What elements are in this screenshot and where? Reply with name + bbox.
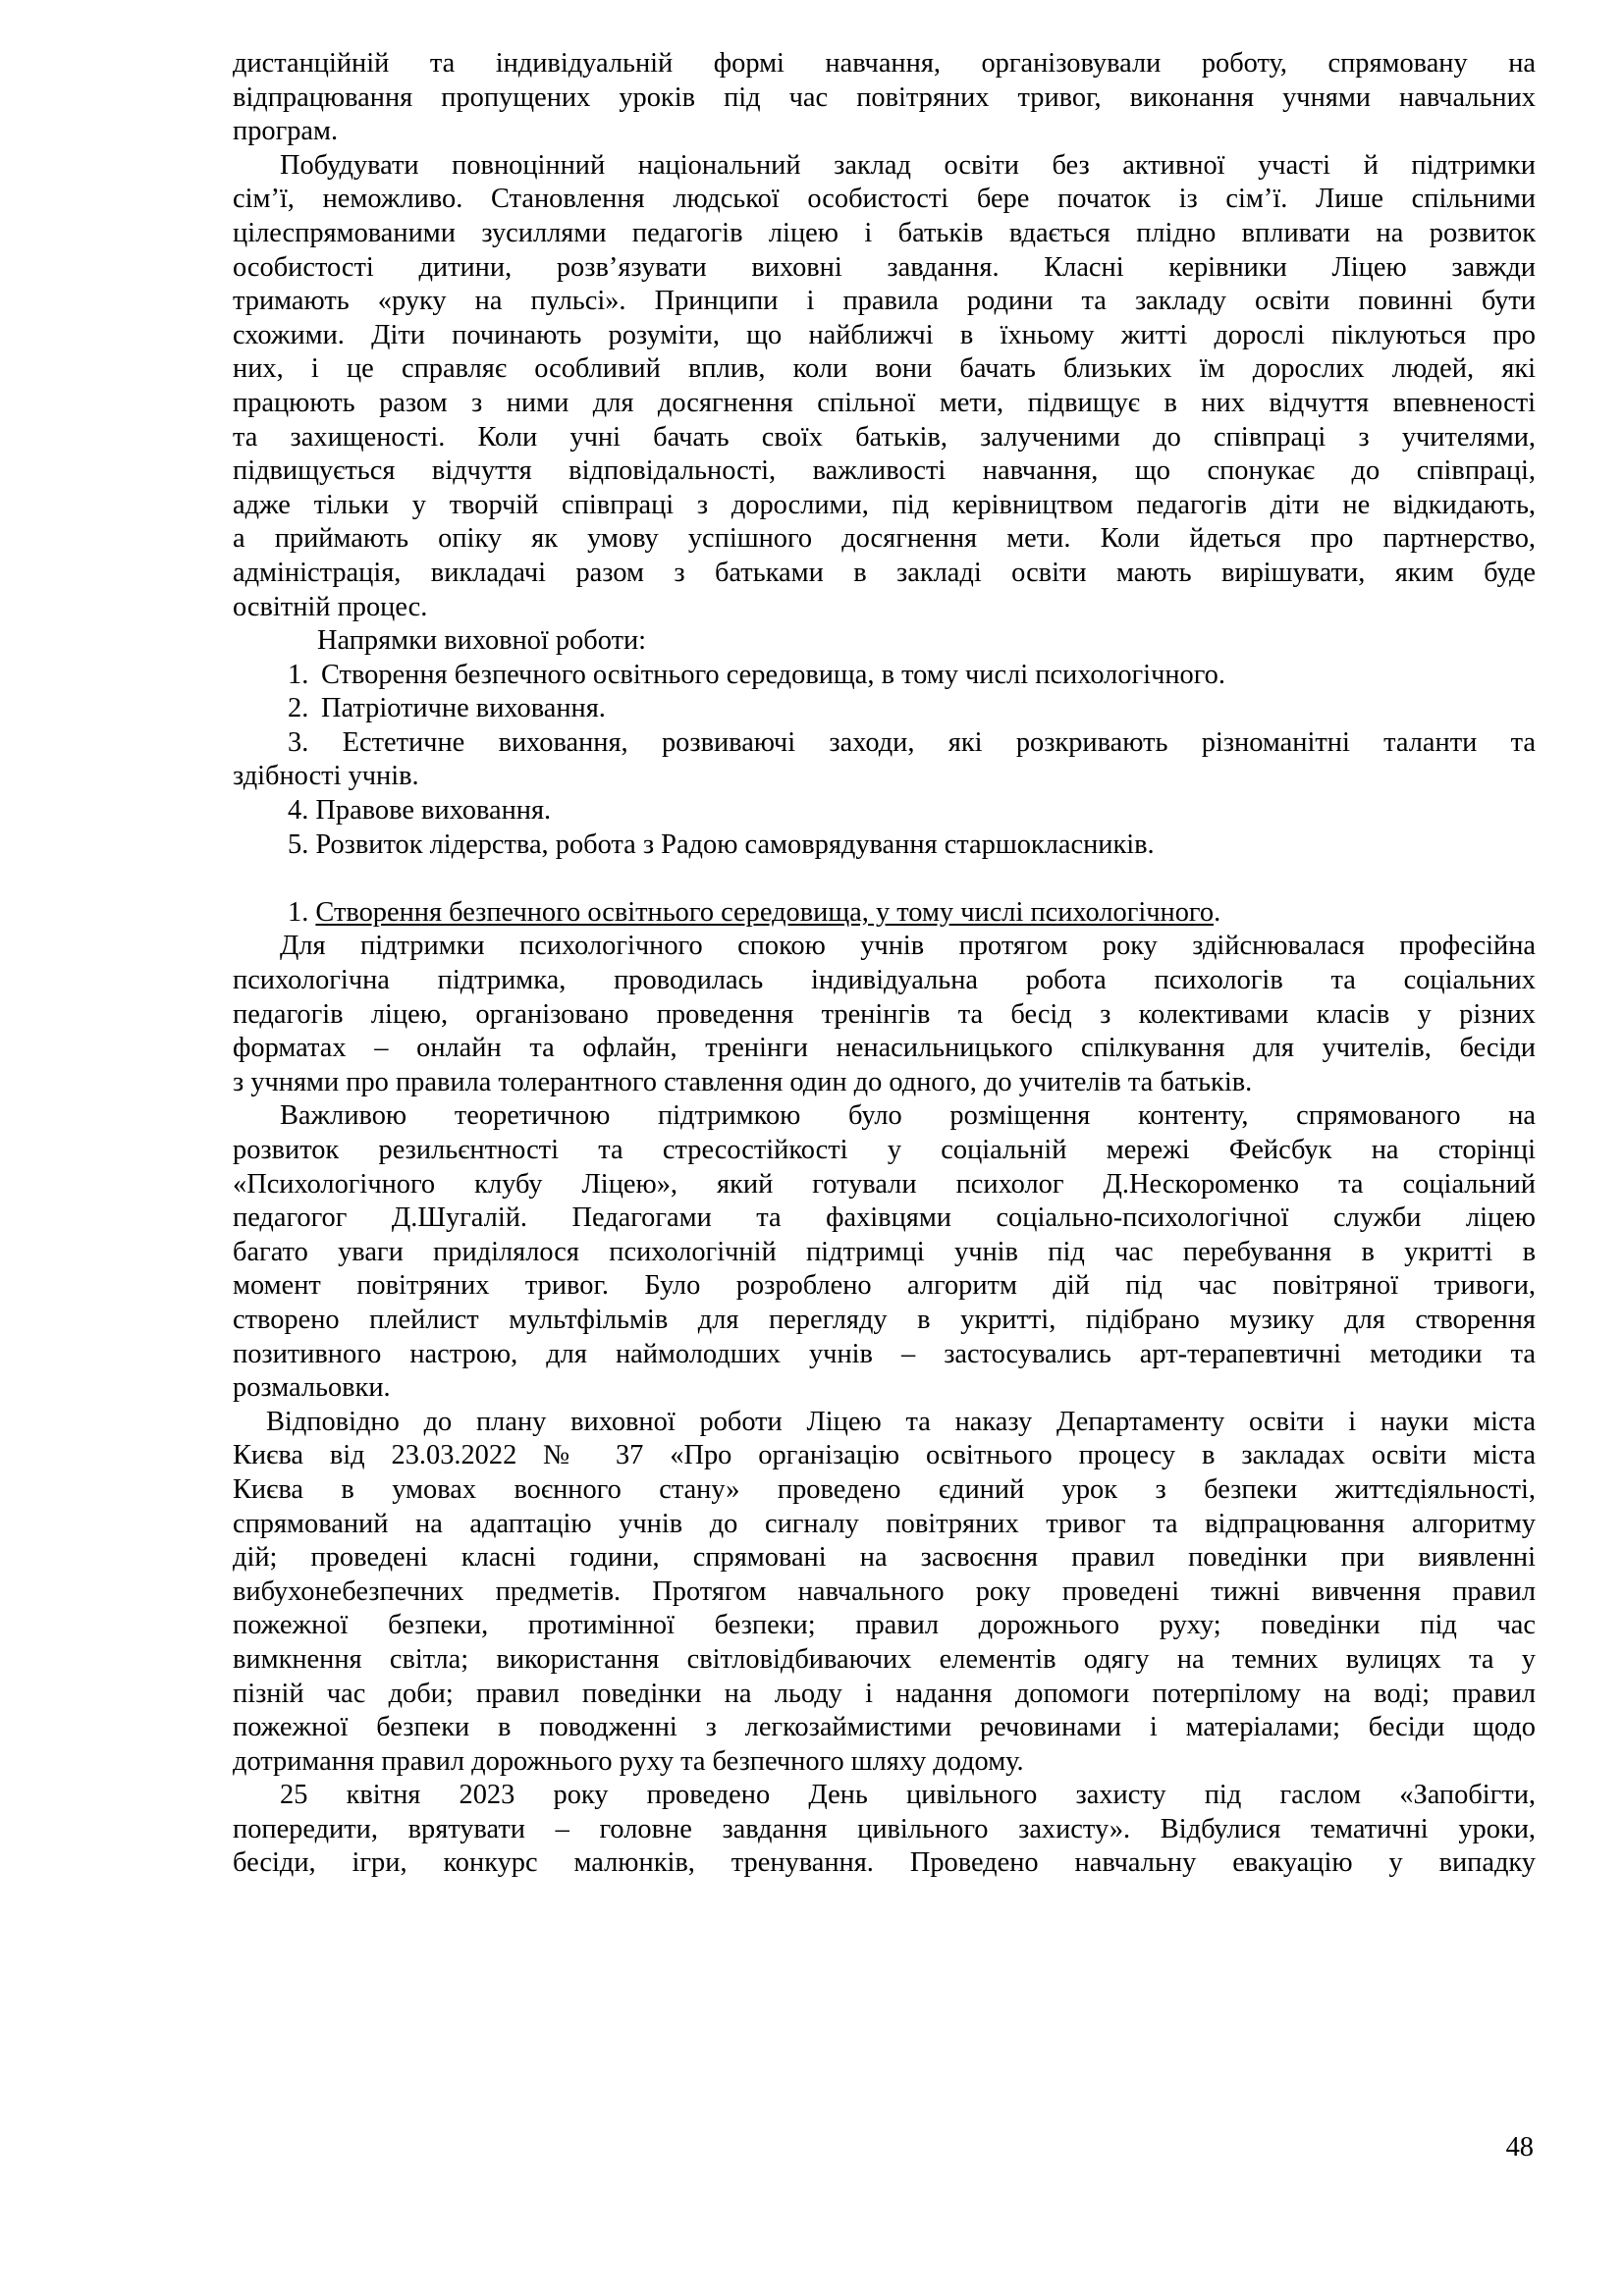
text-line: психологічна підтримка, проводилась індивідуальна робота психологів та соціальних [233, 965, 1536, 996]
list-item [233, 794, 1536, 828]
text-line: дотримання правил дорожнього руху та безпечного шляху додому. [233, 1745, 1024, 1777]
page-number: 48 [1505, 2132, 1534, 2163]
text-line: пожежної безпеки, протимінної безпеки; правил дорожнього руху; поведінки під час [233, 1610, 1536, 1641]
text-line: а приймають опіку як умову успішного досягнення мети. Коли йдеться про партнерство, [233, 523, 1536, 555]
text-line: Києва від 23.03.2022 № 37 «Про організацію освітнього процесу в закладах освіти міста [233, 1440, 1536, 1471]
text-line: розвиток резильєнтності та стресостійкості у соціальній мережі Фейсбук на сторінці [233, 1135, 1536, 1165]
list-item [233, 828, 1536, 863]
text-line: вимкнення світла; використання світловідбиваючих елементів одягу на темних вулицях та у [233, 1643, 1536, 1675]
text-line: дій; проведені класні години, спрямовані на засвоєння правил поведінки при виявленні [233, 1542, 1536, 1574]
list-number: 4. [288, 795, 309, 827]
list-text: Правове виховання. [315, 795, 552, 827]
text-line: програм. [233, 116, 339, 147]
text-line: Важливою теоретичною підтримкою було розміщення контенту, спрямованого на [280, 1100, 1536, 1132]
list-text: Розвиток лідерства, робота з Радою самоврядування старшокласників. [315, 828, 1155, 860]
text-line: дистанційній та індивідуальній формі навчання, організовували роботу, спрямовану на [233, 48, 1536, 79]
text-line: та захищеності. Коли учні бачать своїх батьків, залученими до співпраці з учителями, [233, 421, 1536, 453]
text-line: підвищується відчуття відповідальності, важливості навчання, що спонукає до співпраці, [233, 455, 1536, 487]
list-number: 3. [288, 726, 309, 758]
text-line: пожежної безпеки в поводженні з легкозаймистими речовинами і матеріалами; бесіди щодо [233, 1712, 1536, 1743]
text-line: Відповідно до плану виховної роботи Ліцею та наказу Департаменту освіти і науки міста [266, 1406, 1536, 1437]
section-title: Створення безпечного освітнього середовища, у тому числі психологічного [315, 896, 1215, 928]
blank-line [233, 862, 1536, 896]
text-line: адже тільки у творчій співпраці з дорослими, під керівництвом педагогів діти не відкидають, [233, 489, 1536, 520]
text-line: форматах – онлайн та офлайн, тренінги ненасильницького спілкування для учителів, бесіди [233, 1033, 1536, 1064]
paragraph-civil-defense-day [233, 1779, 1536, 1881]
document-page [233, 47, 1536, 1881]
directions-list [233, 659, 1536, 863]
text-line: створено плейлист мультфільмів для перегляду в укритті, підібрано музику для створення [233, 1304, 1536, 1335]
paragraph-psychological-support [233, 930, 1536, 1099]
paragraph-life-safety [233, 1406, 1536, 1780]
text-line: Києва в умовах воєнного стану» проведено єдиний урок з безпеки життєдіяльності, [233, 1473, 1536, 1505]
text-line: «Психологічного клубу Ліцею», який готували психолог Д.Нескороменко та соціальний [233, 1168, 1536, 1200]
list-text: Створення безпечного освітнього середовища, в тому числі психологічного. [321, 659, 1225, 690]
text-line: особистості дитини, розв’язувати виховні завдання. Класні керівники Ліцею завжди [233, 251, 1536, 283]
text-line: 25 квітня 2023 року проведено День цивільного захисту під гаслом «Запобігти, [280, 1780, 1536, 1811]
text-line: вибухонебезпечних предметів. Протягом навчального року проведені тижні вивчення правил [233, 1575, 1536, 1607]
list-number: 1. [288, 659, 309, 690]
list-item [233, 726, 1536, 794]
text-line: Для підтримки психологічного спокою учнів протягом року здійснювалася професійна [280, 931, 1536, 962]
text-line: момент повітряних тривог. Було розроблено алгоритм дій під час повітряної тривоги, [233, 1270, 1536, 1302]
list-number: 5. [288, 828, 309, 860]
paragraph-family-partnership [233, 149, 1536, 624]
paragraph-continuation [233, 47, 1536, 149]
text-line: сім’ї, неможливо. Становлення людської особистості бере початок із сім’ї. Лише спільними [233, 184, 1536, 215]
text-line: освітній процес. [233, 591, 428, 622]
list-text-continuation: здібності учнів. [233, 761, 419, 792]
text-line: педагогів ліцею, організовано проведення тренінгів та бесід з колективами класів у різних [233, 998, 1536, 1030]
text-line: пізній час доби; правил поведінки на льоду і надання допомоги потерпілому на воді; правил [233, 1678, 1536, 1709]
text-line: спрямований на адаптацію учнів до сигналу повітряних тривог та відпрацювання алгоритму [233, 1508, 1536, 1539]
text-line: відпрацювання пропущених уроків під час повітряних тривог, виконання учнями навчальних [233, 81, 1536, 113]
text-line: попередити, врятувати – головне завдання цивільного захисту». Відбулися тематичні уроки, [233, 1813, 1536, 1844]
list-text: Естетичне виховання, розвиваючі заходи, які розкривають різноманітні таланти та [342, 726, 1536, 758]
text-line: них, і це справляє особливий вплив, коли вони бачать близьких їм дорослих людей, які [233, 353, 1536, 385]
text-line: тримають «руку на пульсі». Принципи і правила родини та закладу освіти повинні бути [233, 286, 1536, 317]
section-number: 1. [288, 896, 309, 928]
text-line: Побудувати повноцінний національний заклад освіти без активної участі й підтримки [280, 149, 1536, 181]
text-line: педагогог Д.Шугалій. Педагогами та фахівцями соціально-психологічної служби ліцею [233, 1202, 1536, 1234]
text-line: бесіди, ігри, конкурс малюнків, тренування. Проведено навчальну евакуацію у випадку [233, 1847, 1536, 1879]
text-line: працюють разом з ними для досягнення спільної мети, підвищує в них відчуття впевненості [233, 387, 1536, 418]
text-line: адміністрація, викладачі разом з батьками в закладі освіти мають вирішувати, яким буде [233, 557, 1536, 588]
list-item [233, 659, 1536, 693]
list-number: 2. [288, 693, 309, 724]
text-line: цілеспрямованими зусиллями педагогів ліцею і батьків вдається плідно впливати на розвиток [233, 217, 1536, 248]
text-line: багато уваги приділялося психологічній підтримці учнів під час перебування в укритті в [233, 1236, 1536, 1267]
text-line: розмальовки. [233, 1372, 391, 1404]
list-text: Патріотичне виховання. [321, 693, 606, 724]
text-line: з учнями про правила толерантного ставлення один до одного, до учителів та батьків. [233, 1066, 1253, 1097]
text-line: позитивного настрою, для наймолодших учнів – застосувались арт-терапевтичні методики та [233, 1338, 1536, 1369]
section-title-end: . [1214, 896, 1221, 928]
list-item [233, 692, 1536, 726]
paragraph-theoretical-support [233, 1099, 1536, 1405]
directions-heading: Напрямки виховної роботи: [317, 625, 647, 657]
text-line: схожими. Діти починають розуміти, що найближчі в їхньому житті дорослі піклуються про [233, 319, 1536, 350]
section-heading [233, 896, 1536, 931]
